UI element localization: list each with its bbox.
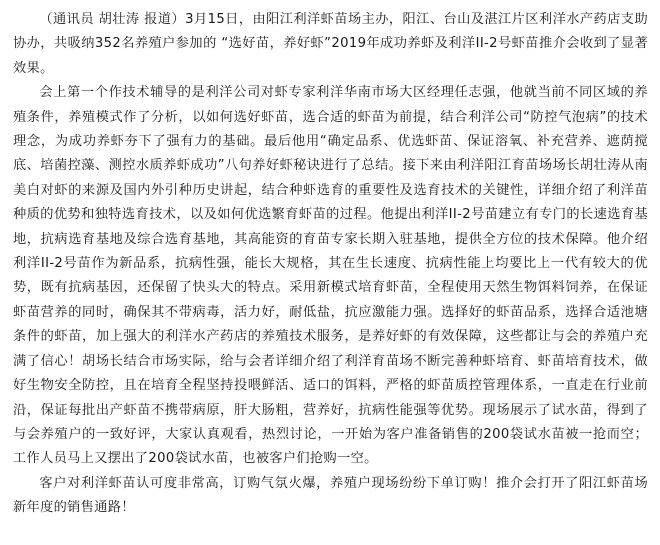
article-paragraph-conclusion: 客户对利洋虾苗认可度非常高，订购气氛火爆，养殖户现场纷纷下单订购！推介会打开了阳江虾苗场新年度的销售通路！ [13,475,648,516]
article-paragraph-intro: （通讯员 胡壮涛 报道）3月15日，由阳江利洋虾苗场主办，阳江、台山及湛江片区利洋水产药店支助协办，共吸纳352名养殖户参加的 “选好苗，养好虾”2019年成功养虾及利洋II-2号虾苗推介会收到了显著效果。 [13,12,648,76]
article-paragraph-body: 会上第一个作技术辅导的是利洋公司对虾专家利洋华南市场大区经理任志强，他就当前不同区域的养殖条件，养殖模式作了分析，以如何选好虾苗，选合适的虾苗为前提，结合利洋公司“防控气泡病”的技术理念，为成功养虾夯下了强有力的基础。最后他用“确定品系、优选虾苗、保证溶氧、补充营养、遮荫搅底、培菌控藻、测控水质养虾成功”八句养好虾秘诀进行了总结。接下来由利洋阳江育苗场场长胡壮涛从南美白对虾的来源及国内外引种历史讲起，结合种虾选育的重要性及选育技术的关键性，详细介绍了利洋苗种质的优势和独特选育技术，以及如何优选繁育虾苗的过程。他提出利洋II-2号苗建立有专门的长速选育基地，抗病选育基地及综合选育基地，其高能资的育苗专家长期入驻基地，提供全方位的技术保障。他介绍利洋II-2号苗作为新品系，抗病性强，能长大规格，其在生长速度、抗病性能上均要比上一代有较大的优势，既有抗病基因，还保留了快头大的特点。采用新模式培育虾苗，全程使用天然生物饵料饲养，在保证虾苗营养的同时，确保其不带病毒，活力好，耐低盐，抗应激能力强。选择好的虾苗品系，选择合适池塘条件的虾苗，加上强大的利洋水产药店的养殖技术服务，是养好虾的有效保障，这些都让与会的养殖户充满了信心！胡场长结合市场实际，给与会者详细介绍了利洋育苗场不断完善种虾培育、虾苗培育技术，做好生物安全防控，且在培育全程坚持投喂鲜活、适口的饵料，严格的虾苗质控管理体系，一直走在行业前沿，保证每批出产虾苗不携带病原，肝大肠粗，营养好，抗病性能强等优势。现场展示了试水苗，得到了与会养殖户的一致好评，大家认真观看，热烈讨论，一开始为客户准备销售的200袋试水苗被一抢而空；工作人员马上又摆出了200袋试水苗，也被客户们抢购一空。 [13,85,648,467]
